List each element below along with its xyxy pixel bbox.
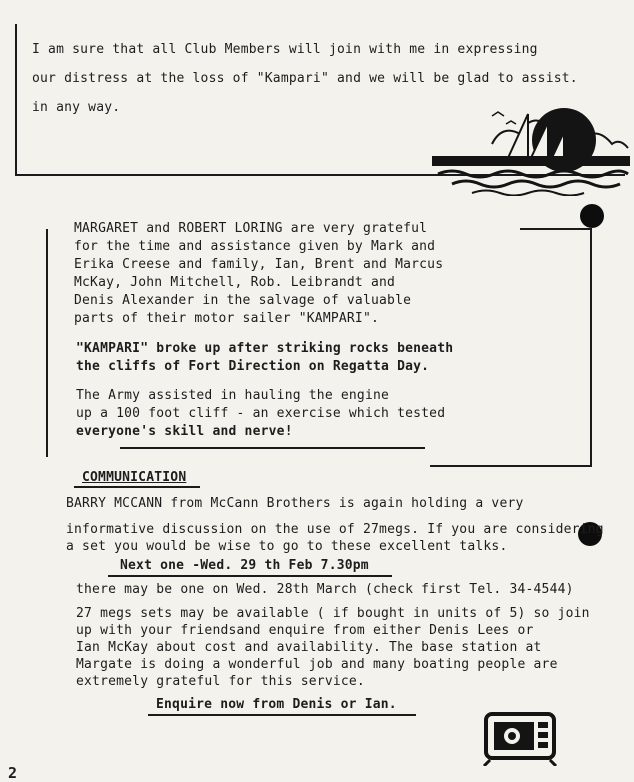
communication-line-5: 27 megs sets may be available ( if bought in units of 5) so join [76,606,590,621]
communication-line-2: informative discussion on the use of 27megs. If you are considering [66,522,604,537]
enquire-rule [148,714,416,716]
punch-hole-top [580,204,604,228]
loring-line-5: Denis Alexander in the salvage of valuable [74,293,412,308]
enquire-line: Enquire now from Denis or Ian. [156,697,397,712]
top-box-left-border [15,24,17,176]
radio-set-illustration [480,708,560,766]
loring-box-bottom-border [430,465,592,467]
top-box-line-1: I am sure that all Club Members will join with me in expressing [32,42,538,57]
loring-line-8: the cliffs of Fort Direction on Regatta Day. [76,359,430,374]
loring-line-7: "KAMPARI" broke up after striking rocks beneath [76,341,454,356]
loring-closing-rule [120,447,425,449]
communication-line-4: there may be one on Wed. 28th March (check first Tel. 34-4544) [76,582,574,597]
loring-box-left-border [46,229,48,457]
loring-box-right-border [590,228,592,466]
next-meeting-line: Next one -Wed. 29 th Feb 7.30pm [120,558,369,573]
communication-line-9: extremely grateful for this service. [76,674,365,689]
communication-line-1: BARRY MCCANN from McCann Brothers is again holding a very [66,496,524,511]
top-box-line-2: our distress at the loss of "Kampari" and we will be glad to assist. [32,71,578,86]
next-meeting-rule [108,575,392,577]
loring-box-top-border [520,228,592,230]
page-number: 2 [8,764,18,782]
loring-line-2: for the time and assistance given by Mark and [74,239,436,254]
communication-heading-rule [74,486,200,488]
loring-line-11: everyone's skill and nerve! [76,424,293,439]
loring-line-1: MARGARET and ROBERT LORING are very grateful [74,221,428,236]
loring-line-9: The Army assisted in hauling the engine [76,388,390,403]
top-box-line-3: in any way. [32,100,121,115]
loring-line-10: up a 100 foot cliff - an exercise which tested [76,406,446,421]
loring-line-3: Erika Creese and family, Ian, Brent and Marcus [74,257,444,272]
communication-line-8: Margate is doing a wonderful job and many boating people are [76,657,558,672]
loring-line-4: McKay, John Mitchell, Rob. Leibrandt and [74,275,396,290]
communication-line-6: up with your friendsand enquire from either Denis Lees or [76,623,534,638]
communication-heading: COMMUNICATION [82,470,187,485]
loring-line-6: parts of their motor sailer "KAMPARI". [74,311,380,326]
communication-line-3: a set you would be wise to go to these excellent talks. [66,539,508,554]
sailing-boats-illustration [432,104,630,196]
communication-line-7: Ian McKay about cost and availability. The base station at [76,640,542,655]
